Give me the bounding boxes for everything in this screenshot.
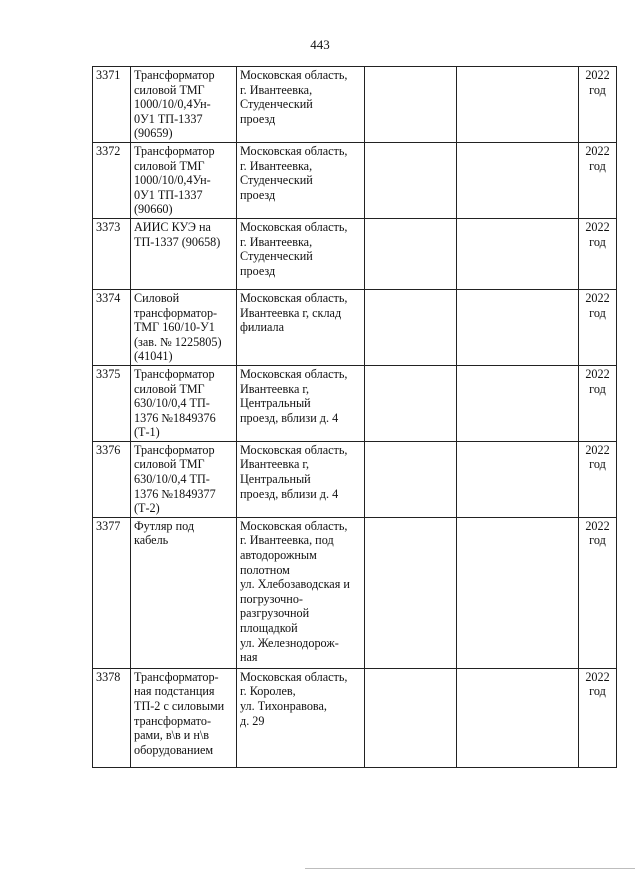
empty-cell-col5 bbox=[457, 218, 579, 289]
empty-cell-col4 bbox=[365, 142, 457, 218]
asset-address: Московская область, г. Ивантеевка, под автодорожным полотном ул. Хлебозаводская и погрузочно- разгрузочной площадкой ул. Железнодорож- ная bbox=[240, 518, 350, 665]
asset-address: Московская область, г. Ивантеевка, Студенческий проезд bbox=[240, 68, 348, 126]
table-row bbox=[93, 289, 617, 365]
row-number: 3374 bbox=[96, 290, 121, 305]
asset-name: Футляр под кабель bbox=[134, 518, 195, 548]
asset-address-cell bbox=[237, 218, 365, 289]
row-number-cell bbox=[93, 67, 131, 143]
asset-name-cell bbox=[131, 218, 237, 289]
asset-name-cell bbox=[131, 517, 237, 668]
empty-cell-col4 bbox=[365, 517, 457, 668]
row-number-cell bbox=[93, 365, 131, 441]
year-value: 2022 год bbox=[585, 143, 610, 173]
empty-cell-col4 bbox=[365, 289, 457, 365]
asset-name: Трансформатор силовой ТМГ 1000/10/0,4Ун- 0У1 ТП-1337 (90660) bbox=[134, 143, 215, 217]
year-value: 2022 год bbox=[585, 442, 610, 472]
year-cell bbox=[579, 441, 617, 517]
row-number: 3373 bbox=[96, 219, 121, 234]
asset-name: Трансформатор силовой ТМГ 1000/10/0,4Ун- 0У1 ТП-1337 (90659) bbox=[134, 68, 215, 141]
scan-edge-line bbox=[305, 868, 635, 869]
year-cell bbox=[579, 365, 617, 441]
empty-cell-col5 bbox=[457, 365, 579, 441]
asset-name-cell bbox=[131, 289, 237, 365]
asset-address: Московская область, Ивантеевка г, склад филиала bbox=[240, 290, 348, 335]
year-value: 2022 год bbox=[585, 219, 610, 249]
row-number: 3376 bbox=[96, 442, 121, 457]
table-row bbox=[93, 441, 617, 517]
row-number: 3378 bbox=[96, 669, 121, 684]
row-number-cell bbox=[93, 289, 131, 365]
row-number-cell bbox=[93, 218, 131, 289]
table-row bbox=[93, 365, 617, 441]
empty-cell-col4 bbox=[365, 441, 457, 517]
empty-cell-col5 bbox=[457, 441, 579, 517]
table-row bbox=[93, 142, 617, 218]
asset-address: Московская область, Ивантеевка г, Центральный проезд, вблизи д. 4 bbox=[240, 366, 348, 425]
asset-address-cell bbox=[237, 289, 365, 365]
empty-cell-col5 bbox=[457, 142, 579, 218]
asset-address-cell bbox=[237, 365, 365, 441]
empty-cell-col5 bbox=[457, 67, 579, 143]
row-number: 3377 bbox=[96, 518, 121, 533]
asset-address: Московская область, Ивантеевка г, Центральный проезд, вблизи д. 4 bbox=[240, 442, 348, 501]
row-number-cell bbox=[93, 517, 131, 668]
asset-address-cell bbox=[237, 67, 365, 143]
row-number: 3372 bbox=[96, 143, 121, 158]
page-number: 443 bbox=[310, 37, 330, 52]
year-value: 2022 год bbox=[585, 518, 610, 548]
asset-name-cell bbox=[131, 668, 237, 767]
table-row bbox=[93, 668, 617, 767]
year-cell bbox=[579, 517, 617, 668]
year-value: 2022 год bbox=[585, 290, 610, 320]
asset-address-cell bbox=[237, 668, 365, 767]
year-cell bbox=[579, 668, 617, 767]
year-value: 2022 год bbox=[585, 366, 610, 396]
year-value: 2022 год bbox=[585, 68, 610, 97]
asset-name: Трансформатор силовой ТМГ 630/10/0,4 ТП- 1376 №1849376 (Т-1) bbox=[134, 366, 216, 440]
year-cell bbox=[579, 142, 617, 218]
asset-address: Московская область, г. Ивантеевка, Студенческий проезд bbox=[240, 219, 348, 278]
asset-address-cell bbox=[237, 517, 365, 668]
year-cell bbox=[579, 218, 617, 289]
empty-cell-col5 bbox=[457, 517, 579, 668]
year-cell bbox=[579, 289, 617, 365]
asset-registry-table bbox=[92, 66, 617, 768]
table-row bbox=[93, 517, 617, 668]
table-row bbox=[93, 67, 617, 143]
empty-cell-col4 bbox=[365, 218, 457, 289]
asset-address-cell bbox=[237, 142, 365, 218]
asset-name: Силовой трансформатор- ТМГ 160/10-У1 (зав. № 1225805) (41041) bbox=[134, 290, 222, 364]
table-row bbox=[93, 218, 617, 289]
row-number: 3375 bbox=[96, 366, 121, 381]
asset-name: Трансформатор силовой ТМГ 630/10/0,4 ТП- 1376 №1849377 (Т-2) bbox=[134, 442, 216, 516]
year-cell bbox=[579, 67, 617, 143]
empty-cell-col5 bbox=[457, 289, 579, 365]
asset-name-cell bbox=[131, 441, 237, 517]
asset-address-cell bbox=[237, 441, 365, 517]
asset-name: АИИС КУЭ на ТП-1337 (90658) bbox=[134, 219, 221, 249]
row-number: 3371 bbox=[96, 68, 121, 82]
row-number-cell bbox=[93, 441, 131, 517]
row-number-cell bbox=[93, 142, 131, 218]
empty-cell-col4 bbox=[365, 67, 457, 143]
empty-cell-col4 bbox=[365, 668, 457, 767]
asset-name: Трансформатор- ная подстанция ТП-2 с силовыми трансформато- рами, в\в и н\в оборудованием bbox=[134, 669, 225, 757]
asset-address: Московская область, г. Королев, ул. Тихонравова, д. 29 bbox=[240, 669, 348, 728]
empty-cell-col4 bbox=[365, 365, 457, 441]
empty-cell-col5 bbox=[457, 668, 579, 767]
asset-name-cell bbox=[131, 67, 237, 143]
asset-name-cell bbox=[131, 142, 237, 218]
row-number-cell bbox=[93, 668, 131, 767]
asset-name-cell bbox=[131, 365, 237, 441]
asset-address: Московская область, г. Ивантеевка, Студенческий проезд bbox=[240, 143, 348, 202]
year-value: 2022 год bbox=[585, 669, 610, 699]
